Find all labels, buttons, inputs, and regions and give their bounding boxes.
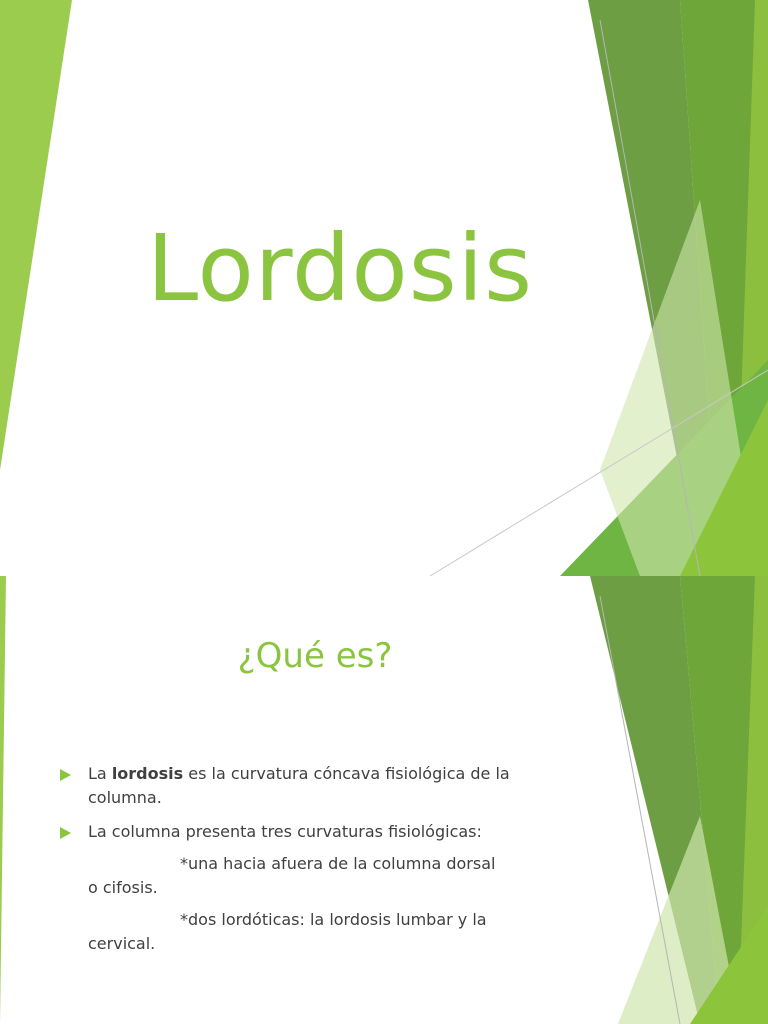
sub-item-first-line: *una hacia afuera de la columna dorsal [180, 854, 496, 873]
bullet-text: La columna presenta tres curvaturas fisiológicas: [88, 822, 482, 841]
bullet-item [58, 762, 548, 810]
bullet-bold-term: lordosis [111, 764, 184, 783]
triangle-bullet-icon [60, 827, 71, 839]
bullet-text-pre: La [88, 764, 112, 783]
slide-title: ¿Qué es? [237, 636, 393, 676]
bullet-text-post: es la curvatura cóncava fisiológica de la columna. [88, 764, 510, 807]
sub-item-continuation: o cifosis. [88, 878, 158, 897]
slide-title: Lordosis [146, 215, 534, 322]
sub-item [58, 852, 548, 900]
sub-item [58, 908, 548, 956]
sub-items [58, 852, 548, 964]
content-slide [0, 576, 768, 1024]
sub-item-continuation: cervical. [88, 934, 156, 953]
triangle-bullet-icon [60, 769, 71, 781]
sub-item-first-line: *dos lordóticas: la lordosis lumbar y la [180, 910, 487, 929]
bullet-list [58, 762, 548, 854]
bullet-item [58, 820, 548, 844]
